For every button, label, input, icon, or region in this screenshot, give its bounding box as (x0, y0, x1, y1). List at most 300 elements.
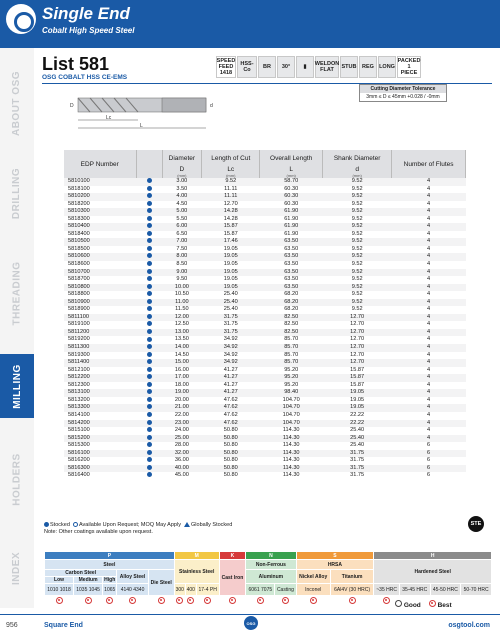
flutes-cell: 4 (392, 291, 466, 299)
table-row (64, 404, 466, 412)
table-row (64, 450, 466, 458)
overall-length-cell: 82.50 (260, 329, 323, 337)
stock-status-cell (136, 306, 162, 314)
overall-length-cell: 60.30 (260, 201, 323, 209)
table-row (64, 223, 466, 231)
diameter-cell: 11.00 (162, 299, 202, 307)
edp-cell: 5818300 (64, 216, 136, 224)
length-of-cut-cell: 19.05 (202, 253, 260, 261)
edp-cell: 5815100 (64, 427, 136, 435)
best-icon (257, 597, 264, 604)
edp-cell: 5818700 (64, 276, 136, 284)
shank-diameter-cell: 31.75 (323, 465, 392, 473)
table-row (64, 246, 466, 254)
length-of-cut-cell: 34.92 (202, 359, 260, 367)
flutes-cell: 4 (392, 223, 466, 231)
shank-diameter-cell: 15.87 (323, 382, 392, 390)
edp-cell: 5811400 (64, 359, 136, 367)
diameter-cell: 45.00 (162, 472, 202, 480)
stocked-icon (147, 450, 152, 455)
diameter-cell: 25.00 (162, 435, 202, 443)
rating-key (395, 600, 452, 609)
stock-status-cell (136, 261, 162, 269)
header-edp: EDP Number (64, 150, 136, 178)
edp-cell: 5810400 (64, 223, 136, 231)
header-flutes: Number of Flutes (392, 150, 466, 178)
flutes-cell: 4 (392, 216, 466, 224)
overall-length-cell: 114.30 (260, 450, 323, 458)
stock-status-cell (136, 299, 162, 307)
overall-length-cell: 95.20 (260, 374, 323, 382)
flutes-cell: 4 (392, 412, 466, 420)
flutes-cell: 4 (392, 306, 466, 314)
overall-length-cell: 98.40 (260, 389, 323, 397)
hrc-35-45: 35-45 HRC (399, 584, 430, 596)
page-title: Single End (42, 4, 130, 23)
shank-diameter-cell: 9.52 (323, 261, 392, 269)
group-k-code: K (219, 552, 246, 560)
edp-cell: 5818900 (64, 306, 136, 314)
best-icon (129, 597, 136, 604)
stocked-icon (147, 420, 152, 425)
shank-diameter-cell: 19.05 (323, 389, 392, 397)
osg-logo-icon (6, 4, 36, 34)
diameter-cell: 3.00 (162, 178, 202, 186)
group-non-ferrous: Non-Ferrous (246, 560, 296, 570)
shank-diameter-cell: 31.75 (323, 457, 392, 465)
group-cast-iron: Cast Iron (219, 560, 246, 596)
shank-diameter-cell: 25.40 (323, 435, 392, 443)
table-row (64, 457, 466, 465)
drawing-label-d-upper: D (70, 103, 74, 109)
diameter-cell: 13.50 (162, 336, 202, 344)
table-row (64, 314, 466, 322)
stocked-icon (147, 261, 152, 266)
flutes-cell: 4 (392, 314, 466, 322)
subheader-l: L (mm) (260, 166, 323, 178)
hrc-35: ~35 HRC (374, 584, 400, 596)
overall-length-cell: 68.20 (260, 291, 323, 299)
group-steel: Steel (45, 560, 175, 570)
alloy-steel: Alloy Steel (117, 570, 148, 584)
stock-status-cell (136, 321, 162, 329)
length-of-cut-cell: 47.62 (202, 397, 260, 405)
header-overall-length: Overall Length (260, 150, 323, 166)
stock-status-cell (136, 427, 162, 435)
edp-cell: 5810100 (64, 178, 136, 186)
group-hardened: Hardened Steel (374, 560, 492, 584)
shank-diameter-cell: 9.52 (323, 193, 392, 201)
stocked-icon (147, 291, 152, 296)
footer-site-link[interactable]: osgtool.com (448, 622, 490, 629)
group-stainless: Stainless Steel (174, 560, 219, 584)
edp-cell: 5816100 (64, 450, 136, 458)
table-row (64, 420, 466, 428)
diameter-cell: 36.00 (162, 457, 202, 465)
flutes-cell: 4 (392, 374, 466, 382)
flutes-cell: 4 (392, 201, 466, 209)
shank-diameter-cell: 12.70 (323, 329, 392, 337)
edp-cell: 5816200 (64, 457, 136, 465)
diameter-cell: 10.50 (162, 291, 202, 299)
nav-about-osg[interactable]: ABOUT OSG (11, 70, 23, 136)
product-subtitle: OSG COBALT HSS CE-EMS (42, 74, 128, 81)
overall-length-cell: 114.30 (260, 442, 323, 450)
stock-status-cell (136, 253, 162, 261)
shank-diameter-cell: 12.70 (323, 314, 392, 322)
group-s-code: S (296, 552, 374, 560)
stocked-icon (147, 178, 152, 183)
flutes-cell: 4 (392, 329, 466, 337)
length-of-cut-cell: 47.62 (202, 404, 260, 412)
length-of-cut-cell: 19.05 (202, 269, 260, 277)
flutes-cell: 4 (392, 261, 466, 269)
edp-cell: 5810900 (64, 299, 136, 307)
globally-stocked-icon (184, 522, 190, 527)
diameter-cell: 14.50 (162, 352, 202, 360)
length-of-cut-cell: 31.75 (202, 321, 260, 329)
ti-grade: 6Al4V (30 HRC) (330, 584, 373, 596)
overall-length-cell: 114.30 (260, 457, 323, 465)
overall-length-cell: 63.50 (260, 276, 323, 284)
shank-diameter-cell: 31.75 (323, 472, 392, 480)
drawing-label-lc: Lc (106, 115, 112, 121)
table-row (64, 374, 466, 382)
overall-length-cell: 82.50 (260, 314, 323, 322)
stock-status-cell (136, 269, 162, 277)
length-of-cut-cell: 50.80 (202, 442, 260, 450)
header-length-of-cut: Length of Cut (202, 150, 260, 166)
stocked-icon (147, 389, 152, 394)
footer-logo-icon: OSG (244, 616, 258, 630)
length-of-cut-cell: 14.28 (202, 216, 260, 224)
flutes-cell: 4 (392, 367, 466, 375)
flutes-cell: 4 (392, 178, 466, 186)
table-row (64, 472, 466, 480)
casting: Casting (275, 584, 296, 596)
stocked-icon (147, 404, 152, 409)
length-of-cut-cell: 31.75 (202, 329, 260, 337)
die-steel: Die Steel (148, 570, 174, 596)
table-row (64, 201, 466, 209)
shank-diameter-cell: 9.52 (323, 238, 392, 246)
edp-cell: 5811200 (64, 329, 136, 337)
stocked-icon (147, 337, 152, 342)
stocked-icon (147, 186, 152, 191)
diameter-cell: 24.00 (162, 427, 202, 435)
shank-badge: WELDON FLAT (315, 56, 339, 78)
shank-diameter-cell: 9.52 (323, 306, 392, 314)
overall-length-cell: 104.70 (260, 420, 323, 428)
length-of-cut-cell: 41.27 (202, 374, 260, 382)
length-of-cut-cell: 25.40 (202, 291, 260, 299)
high-grade: 1065 (103, 584, 117, 596)
stocked-icon (147, 412, 152, 417)
shank-diameter-cell: 9.52 (323, 178, 392, 186)
edp-cell: 5814200 (64, 420, 136, 428)
stock-status-cell (136, 201, 162, 209)
shank-diameter-cell: 12.70 (323, 336, 392, 344)
stock-status-cell (136, 450, 162, 458)
hrc-50-70: 50-70 HRC (461, 584, 492, 596)
stocked-icon (147, 269, 152, 274)
flutes-cell: 6 (392, 450, 466, 458)
length-of-cut-cell: 34.92 (202, 352, 260, 360)
flutes-cell: 4 (392, 397, 466, 405)
edp-cell: 5815300 (64, 442, 136, 450)
edp-cell: 5810600 (64, 253, 136, 261)
table-row (64, 284, 466, 292)
table-row (64, 435, 466, 443)
overall-length-cell: 104.70 (260, 404, 323, 412)
table-row (64, 382, 466, 390)
overall-length-cell: 85.70 (260, 352, 323, 360)
br-badge: BR (258, 56, 276, 78)
best-icon (176, 597, 183, 604)
diameter-cell: 5.00 (162, 208, 202, 216)
page-subtitle: Cobalt High Speed Steel (42, 26, 135, 35)
table-row (64, 336, 466, 344)
good-icon (395, 600, 402, 607)
diameter-cell: 20.00 (162, 397, 202, 405)
edp-cell: 5814100 (64, 412, 136, 420)
overall-length-cell: 61.90 (260, 208, 323, 216)
stocked-icon (147, 246, 152, 251)
table-row (64, 291, 466, 299)
shank-diameter-cell: 15.87 (323, 367, 392, 375)
best-icon (429, 600, 436, 607)
table-row (64, 208, 466, 216)
group-hrsa: HRSA (296, 560, 374, 570)
stocked-icon (147, 397, 152, 402)
best-icon (349, 597, 356, 604)
length-of-cut-cell: 34.92 (202, 336, 260, 344)
table-row (64, 231, 466, 239)
ste-badge: STE (468, 516, 484, 532)
end-mill-drawing (70, 90, 220, 134)
stocked-icon (147, 427, 152, 432)
header-diameter: Diameter (162, 150, 202, 166)
edp-cell: 5816300 (64, 465, 136, 473)
stock-status-cell (136, 178, 162, 186)
best-icon (310, 597, 317, 604)
flutes-cell: 4 (392, 193, 466, 201)
diameter-cell: 15.00 (162, 359, 202, 367)
edp-cell: 5818200 (64, 201, 136, 209)
edp-cell: 5810200 (64, 193, 136, 201)
stocked-icon (147, 314, 152, 319)
diameter-cell: 13.00 (162, 329, 202, 337)
ss-17-4: 17-4 PH (196, 584, 219, 596)
length-of-cut-cell: 47.62 (202, 412, 260, 420)
overall-length-cell: 85.70 (260, 336, 323, 344)
length-of-cut-cell: 19.05 (202, 276, 260, 284)
stocked-icon (147, 201, 152, 206)
diameter-cell: 12.50 (162, 321, 202, 329)
table-row (64, 367, 466, 375)
stocked-icon (147, 299, 152, 304)
stock-status-cell (136, 246, 162, 254)
speed-feed-badge: SPEED FEED 1418 (216, 57, 236, 77)
stock-status-cell (136, 389, 162, 397)
shank-diameter-cell: 9.52 (323, 231, 392, 239)
flutes-cell: 4 (392, 389, 466, 397)
tolerance-label: Cutting Diameter Tolerance (360, 85, 446, 93)
overall-length-cell: 61.90 (260, 231, 323, 239)
length-of-cut-cell: 41.27 (202, 382, 260, 390)
stocked-icon (147, 208, 152, 213)
diameter-cell: 12.00 (162, 314, 202, 322)
flutes-cell: 4 (392, 321, 466, 329)
nav-drilling[interactable]: DRILLING (11, 167, 23, 219)
stub-badge: STUB (340, 56, 358, 78)
diameter-cell: 6.00 (162, 223, 202, 231)
length-of-cut-cell: 19.05 (202, 284, 260, 292)
edp-cell: 5819200 (64, 336, 136, 344)
edp-cell: 5813300 (64, 404, 136, 412)
nickel-alloy: Nickel Alloy (296, 570, 330, 584)
stocked-icon (147, 253, 152, 258)
overall-length-cell: 63.50 (260, 269, 323, 277)
edp-cell: 5810700 (64, 269, 136, 277)
nav-threading[interactable]: THREADING (11, 261, 23, 325)
edp-cell: 5818400 (64, 231, 136, 239)
attribute-strip (216, 56, 421, 78)
best-icon (187, 597, 194, 604)
diameter-cell: 5.50 (162, 216, 202, 224)
length-of-cut-cell: 11.11 (202, 193, 260, 201)
stocked-icon (147, 435, 152, 440)
shank-diameter-cell: 9.52 (323, 284, 392, 292)
carbon-low: Low (45, 577, 74, 584)
diameter-cell: 3.50 (162, 186, 202, 194)
stocked-icon (147, 457, 152, 462)
stocked-icon (147, 465, 152, 470)
stock-status-cell (136, 359, 162, 367)
diameter-cell: 23.00 (162, 420, 202, 428)
edp-cell: 5819300 (64, 352, 136, 360)
diameter-cell: 18.00 (162, 382, 202, 390)
nav-index[interactable]: INDEX (11, 551, 23, 585)
flutes-cell: 4 (392, 253, 466, 261)
stocked-icon (147, 231, 152, 236)
table-row (64, 359, 466, 367)
stock-status-cell (136, 352, 162, 360)
shank-diameter-cell: 9.52 (323, 299, 392, 307)
diameter-cell: 21.00 (162, 404, 202, 412)
shank-diameter-cell: 12.70 (323, 344, 392, 352)
stock-status-cell (136, 472, 162, 480)
titanium: Titanium (330, 570, 373, 584)
overall-length-cell: 95.20 (260, 382, 323, 390)
best-icon (229, 597, 236, 604)
diameter-cell: 9.50 (162, 276, 202, 284)
carbon-high: High (104, 577, 116, 583)
stock-status-cell (136, 208, 162, 216)
best-label: Best (437, 602, 452, 609)
overall-length-cell: 60.30 (260, 193, 323, 201)
shank-diameter-cell: 9.52 (323, 253, 392, 261)
edp-cell: 5810300 (64, 208, 136, 216)
length-of-cut-cell: 12.70 (202, 201, 260, 209)
stock-status-cell (136, 329, 162, 337)
diameter-cell: 6.50 (162, 231, 202, 239)
table-row (64, 238, 466, 246)
diameter-cell: 22.00 (162, 412, 202, 420)
flutes-cell: 4 (392, 344, 466, 352)
nav-holders[interactable]: HOLDERS (11, 452, 23, 506)
drawing-label-d: d (210, 103, 213, 109)
stock-status-cell (136, 374, 162, 382)
low-grade: 1010 1018 (45, 584, 74, 596)
length-of-cut-cell: 50.80 (202, 435, 260, 443)
hrc-45-50: 45-50 HRC (430, 584, 461, 596)
shank-diameter-cell: 15.87 (323, 374, 392, 382)
stock-status-cell (136, 276, 162, 284)
table-row (64, 186, 466, 194)
flutes-cell: 4 (392, 336, 466, 344)
table-row (64, 276, 466, 284)
stocked-icon (147, 367, 152, 372)
helix-angle-badge: 30° (277, 56, 295, 78)
flutes-cell: 4 (392, 246, 466, 254)
flutes-cell: 4 (392, 186, 466, 194)
nav-milling[interactable]: MILLING (0, 354, 34, 418)
overall-length-cell: 85.70 (260, 344, 323, 352)
overall-length-cell: 61.90 (260, 223, 323, 231)
stock-status-cell (136, 367, 162, 375)
flutes-cell: 4 (392, 404, 466, 412)
subheader-d-upper: D (mm) (162, 166, 202, 178)
length-of-cut-cell: 34.92 (202, 344, 260, 352)
table-row (64, 397, 466, 405)
length-of-cut-cell: 25.40 (202, 306, 260, 314)
stock-status-cell (136, 435, 162, 443)
overall-length-cell: 104.70 (260, 397, 323, 405)
table-row (64, 329, 466, 337)
shank-diameter-cell: 12.70 (323, 359, 392, 367)
table-row (64, 427, 466, 435)
overall-length-cell: 60.30 (260, 186, 323, 194)
table-row (64, 389, 466, 397)
overall-length-cell: 61.90 (260, 216, 323, 224)
stocked-icon (147, 329, 152, 334)
length-of-cut-cell: 19.05 (202, 261, 260, 269)
subheader-d: d (mm) (323, 166, 392, 178)
length-of-cut-cell: 50.80 (202, 465, 260, 473)
stock-status-cell (136, 291, 162, 299)
best-icon (383, 597, 390, 604)
overall-length-cell: 68.20 (260, 299, 323, 307)
length-of-cut-cell: 17.46 (202, 238, 260, 246)
shank-diameter-cell: 19.05 (323, 397, 392, 405)
stocked-icon (147, 472, 152, 477)
stocked-icon (147, 382, 152, 387)
overall-length-cell: 114.30 (260, 435, 323, 443)
good-label: Good (403, 602, 421, 609)
diameter-cell: 19.00 (162, 389, 202, 397)
stock-status-cell (136, 382, 162, 390)
length-of-cut-cell: 9.52 (202, 178, 260, 186)
table-row (64, 306, 466, 314)
stock-status-cell (136, 465, 162, 473)
long-badge: LONG (378, 56, 396, 78)
flutes-cell: 6 (392, 457, 466, 465)
stocked-icon (147, 193, 152, 198)
edp-cell: 5819100 (64, 321, 136, 329)
overall-length-cell: 63.50 (260, 246, 323, 254)
group-n-code: N (246, 552, 296, 560)
